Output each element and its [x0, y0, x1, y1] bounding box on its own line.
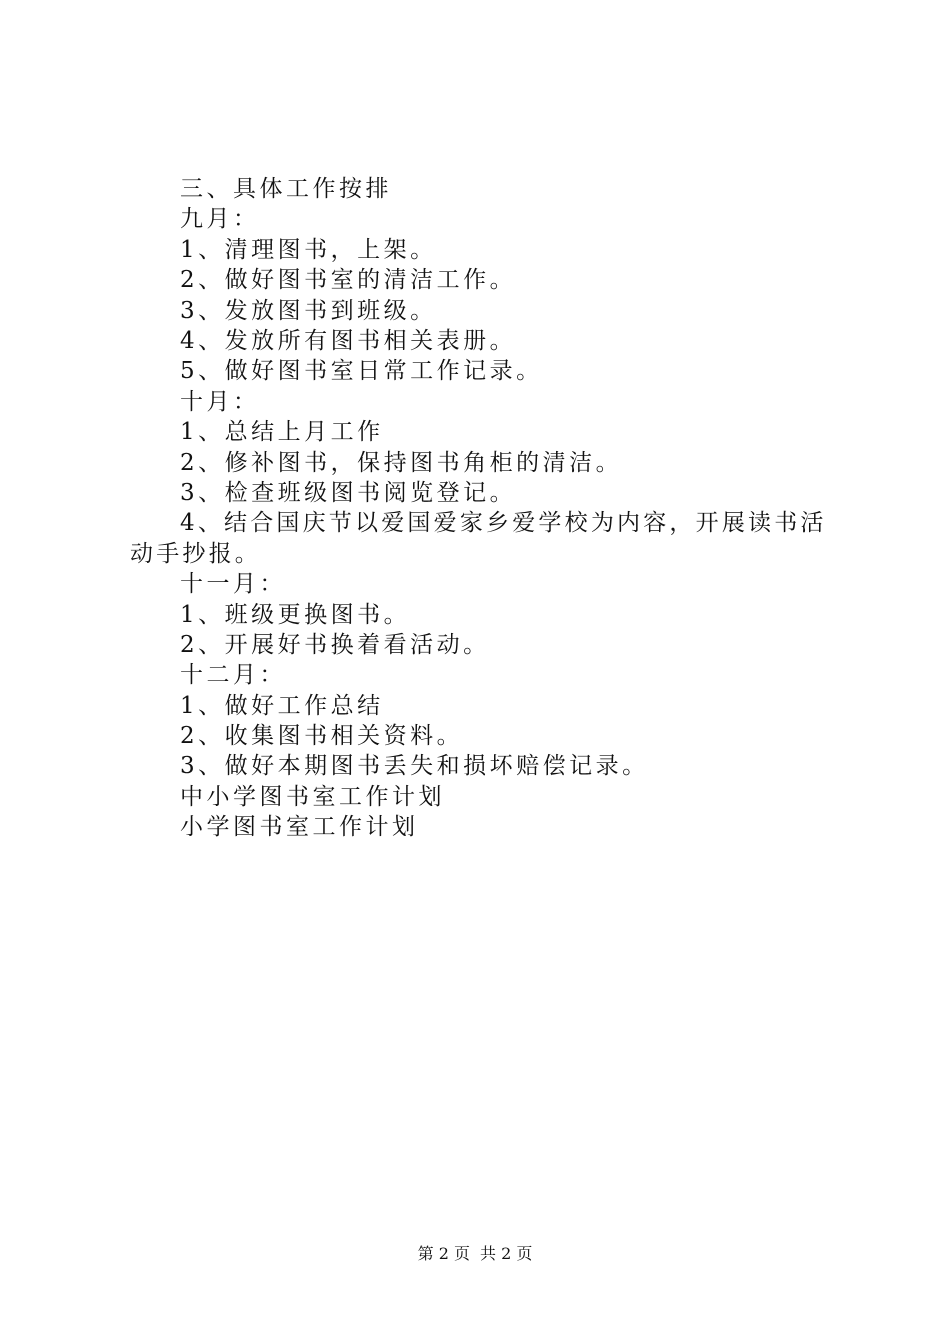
list-item: 1、做好工作总结	[180, 692, 384, 719]
list-item: 1、班级更换图书。	[180, 601, 411, 628]
month-heading-november: 十一月：	[180, 571, 286, 598]
list-item: 3、做好本期图书丢失和损坏赔偿记录。	[180, 753, 649, 780]
page-number: 第 2 页	[417, 1244, 470, 1263]
related-title: 小学图书室工作计划	[180, 814, 419, 841]
section-heading: 三、具体工作按排	[180, 176, 392, 202]
page-total: 共 2 页	[480, 1244, 533, 1263]
month-heading-october: 十月：	[180, 388, 260, 415]
list-item: 5、做好图书室日常工作记录。	[180, 358, 543, 385]
month-heading-december: 十二月：	[180, 662, 286, 689]
related-title: 中小学图书室工作计划	[180, 783, 445, 810]
list-item: 1、总结上月工作	[180, 419, 384, 446]
list-item: 1、清理图书，上架。	[180, 236, 437, 263]
list-item: 3、检查班级图书阅览登记。	[180, 479, 517, 506]
list-item-wrapped: 4、结合国庆节以爱国爱家乡爱学校为内容，开展读书活动手抄报。	[130, 510, 827, 567]
document-body	[130, 174, 835, 843]
list-item: 2、收集图书相关资料。	[180, 723, 464, 750]
list-item: 2、开展好书换着看活动。	[180, 631, 490, 658]
list-item: 2、修补图书，保持图书角柜的清洁。	[180, 449, 623, 476]
month-heading-september: 九月：	[180, 206, 260, 233]
list-item: 2、做好图书室的清洁工作。	[180, 267, 517, 294]
list-item: 4、发放所有图书相关表册。	[180, 327, 517, 354]
list-item: 3、发放图书到班级。	[180, 297, 437, 324]
page-footer	[0, 1244, 950, 1264]
